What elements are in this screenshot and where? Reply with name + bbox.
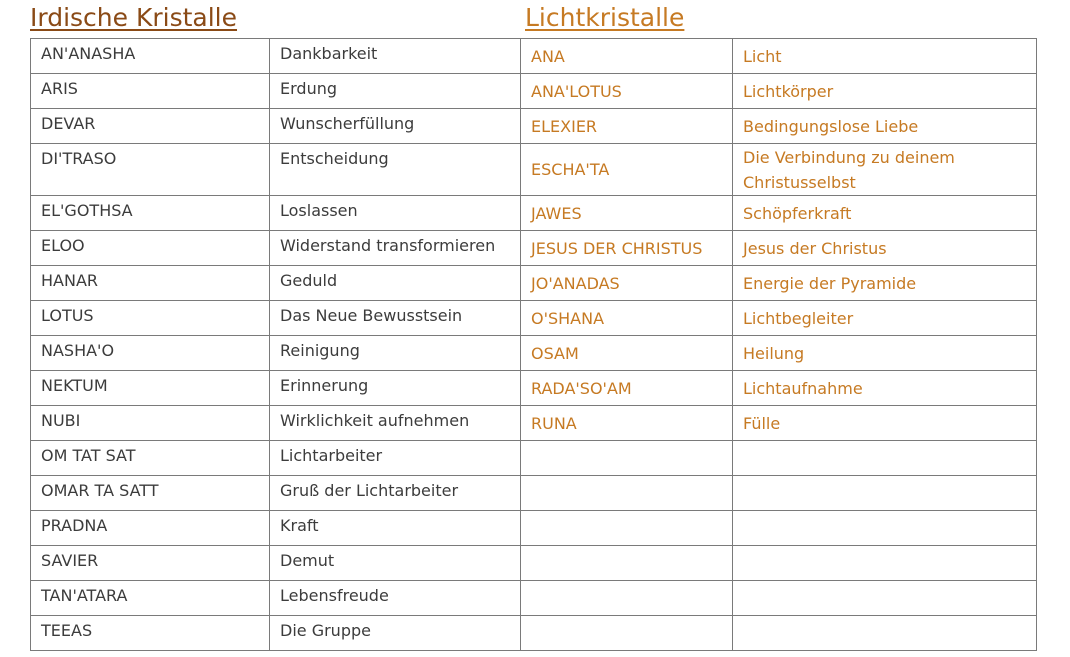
irdische-row — [31, 301, 521, 336]
licht-meaning-cell: Energie der Pyramide — [733, 266, 1037, 301]
irdische-row — [31, 231, 521, 266]
licht-meaning-cell — [733, 581, 1037, 616]
irdische-meaning-cell: Lebensfreude — [270, 581, 521, 616]
licht-name-cell: O'SHANA — [521, 301, 733, 336]
irdische-name-cell: NUBI — [31, 406, 270, 441]
licht-name-cell: ANA — [521, 39, 733, 74]
irdische-row — [31, 196, 521, 231]
irdische-meaning-cell: Reinigung — [270, 336, 521, 371]
irdische-name-cell: LOTUS — [31, 301, 270, 336]
irdische-meaning-cell: Wunscherfüllung — [270, 109, 521, 144]
licht-name-cell: RUNA — [521, 406, 733, 441]
licht-row — [521, 406, 1037, 441]
irdische-name-cell: EL'GOTHSA — [31, 196, 270, 231]
licht-meaning-cell — [733, 441, 1037, 476]
lichtkristalle-heading: Lichtkristalle — [525, 3, 685, 32]
irdische-name-cell: AN'ANASHA — [31, 39, 270, 74]
irdische-meaning-cell: Die Gruppe — [270, 616, 521, 651]
licht-name-cell — [521, 616, 733, 651]
irdische-row — [31, 476, 521, 511]
irdische-row — [31, 441, 521, 476]
licht-meaning-cell: Fülle — [733, 406, 1037, 441]
irdische-meaning-cell: Gruß der Lichtarbeiter — [270, 476, 521, 511]
irdische-name-cell: PRADNA — [31, 511, 270, 546]
licht-row — [521, 581, 1037, 616]
licht-meaning-cell: Lichtbegleiter — [733, 301, 1037, 336]
licht-name-cell: ELEXIER — [521, 109, 733, 144]
irdische-meaning-cell: Erinnerung — [270, 371, 521, 406]
licht-name-cell — [521, 546, 733, 581]
licht-row — [521, 109, 1037, 144]
licht-meaning-cell — [733, 476, 1037, 511]
irdische-meaning-cell: Erdung — [270, 74, 521, 109]
irdische-name-cell: OM TAT SAT — [31, 441, 270, 476]
licht-name-cell: RADA'SO'AM — [521, 371, 733, 406]
irdische-name-cell: ELOO — [31, 231, 270, 266]
irdische-name-cell: NASHA'O — [31, 336, 270, 371]
irdische-meaning-cell: Geduld — [270, 266, 521, 301]
irdische-row — [31, 406, 521, 441]
irdische-meaning-cell: Loslassen — [270, 196, 521, 231]
irdische-name-cell: DEVAR — [31, 109, 270, 144]
irdische-name-cell: HANAR — [31, 266, 270, 301]
licht-name-cell — [521, 476, 733, 511]
irdische-meaning-cell: Widerstand transformieren — [270, 231, 521, 266]
licht-row — [521, 301, 1037, 336]
irdische-name-cell: OMAR TA SATT — [31, 476, 270, 511]
irdische-meaning-cell: Das Neue Bewusstsein — [270, 301, 521, 336]
licht-row — [521, 74, 1037, 109]
licht-name-cell — [521, 441, 733, 476]
licht-meaning-cell: Lichtkörper — [733, 74, 1037, 109]
irdische-name-cell: DI'TRASO — [31, 144, 270, 196]
irdische-meaning-cell: Entscheidung — [270, 144, 521, 196]
irdische-row — [31, 144, 521, 196]
irdische-kristalle-heading: Irdische Kristalle — [30, 3, 238, 32]
licht-name-cell: JESUS DER CHRISTUS — [521, 231, 733, 266]
irdische-name-cell: TAN'ATARA — [31, 581, 270, 616]
licht-row — [521, 231, 1037, 266]
irdische-row — [31, 546, 521, 581]
irdische-row — [31, 336, 521, 371]
licht-meaning-cell: Jesus der Christus — [733, 231, 1037, 266]
irdische-row — [31, 74, 521, 109]
irdische-meaning-cell: Wirklichkeit aufnehmen — [270, 406, 521, 441]
licht-meaning-cell — [733, 616, 1037, 651]
licht-meaning-cell: Lichtaufnahme — [733, 371, 1037, 406]
irdische-row — [31, 581, 521, 616]
irdische-row — [31, 511, 521, 546]
irdische-kristalle-table — [30, 38, 521, 651]
irdische-row — [31, 39, 521, 74]
licht-meaning-cell: Die Verbindung zu deinem Christusselbst — [733, 144, 1037, 196]
irdische-row — [31, 109, 521, 144]
licht-row — [521, 336, 1037, 371]
licht-row — [521, 476, 1037, 511]
licht-meaning-cell: Bedingungslose Liebe — [733, 109, 1037, 144]
licht-row — [521, 39, 1037, 74]
licht-row — [521, 371, 1037, 406]
irdische-meaning-cell: Demut — [270, 546, 521, 581]
licht-meaning-cell: Heilung — [733, 336, 1037, 371]
licht-row — [521, 546, 1037, 581]
licht-meaning-cell: Licht — [733, 39, 1037, 74]
licht-meaning-cell — [733, 511, 1037, 546]
licht-meaning-cell: Schöpferkraft — [733, 196, 1037, 231]
irdische-name-cell: NEKTUM — [31, 371, 270, 406]
licht-name-cell: ANA'LOTUS — [521, 74, 733, 109]
licht-name-cell: JAWES — [521, 196, 733, 231]
licht-row — [521, 196, 1037, 231]
irdische-meaning-cell: Dankbarkeit — [270, 39, 521, 74]
irdische-name-cell: ARIS — [31, 74, 270, 109]
irdische-meaning-cell: Kraft — [270, 511, 521, 546]
licht-name-cell — [521, 581, 733, 616]
irdische-name-cell: SAVIER — [31, 546, 270, 581]
licht-row — [521, 266, 1037, 301]
irdische-name-cell: TEEAS — [31, 616, 270, 651]
licht-meaning-cell — [733, 546, 1037, 581]
irdische-meaning-cell: Lichtarbeiter — [270, 441, 521, 476]
lichtkristalle-table — [520, 38, 1037, 651]
licht-name-cell — [521, 511, 733, 546]
irdische-row — [31, 266, 521, 301]
licht-name-cell: OSAM — [521, 336, 733, 371]
licht-row — [521, 616, 1037, 651]
licht-name-cell: JO'ANADAS — [521, 266, 733, 301]
licht-row — [521, 511, 1037, 546]
licht-name-cell: ESCHA'TA — [521, 144, 733, 196]
irdische-row — [31, 616, 521, 651]
licht-row — [521, 441, 1037, 476]
licht-row — [521, 144, 1037, 196]
irdische-row — [31, 371, 521, 406]
